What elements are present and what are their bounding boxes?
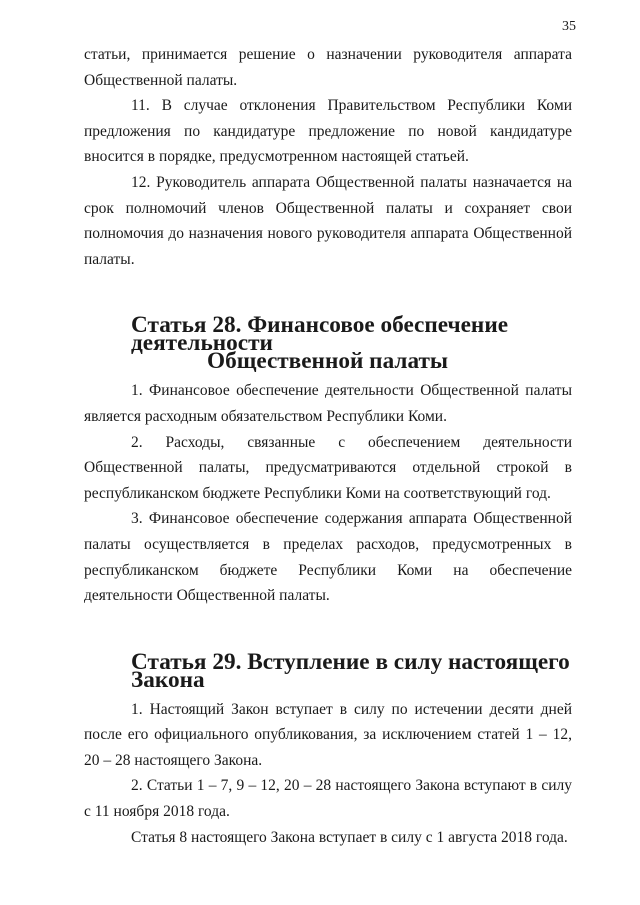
paragraph-11: 11. В случае отклонения Правительством Республики Коми предложения по кандидатуре предложение по новой кандидатуре вносится в порядке, предусмотренном настоящей статьей. (84, 97, 572, 166)
article-28-heading (84, 312, 572, 375)
article-28-paragraph-2: 2. Расходы, связанные с обеспечением деятельности Общественной палаты, предусматриваются отдельной строкой в республиканском бюджете Республики Коми на соответствующий год. (84, 433, 572, 502)
section-gap (84, 609, 572, 653)
paragraph-12: 12. Руководитель аппарата Общественной палаты назначается на срок полномочий членов Общественной палаты и сохраняет свои полномочия до назначения нового руководителя аппарата Общественной палаты. (84, 173, 572, 268)
article-28-paragraph-1: 1. Финансовое обеспечение деятельности Общественной палаты является расходным обязательством Республики Коми. (84, 382, 572, 425)
article-28-title-line2: Общественной палаты (207, 348, 449, 375)
article-29-paragraph-2: 2. Статьи 1 – 7, 9 – 12, 20 – 28 настоящего Закона вступают в силу с 11 ноября 2018 года. (84, 777, 572, 821)
article-29-paragraph-1: 1. Настоящий Закон вступает в силу по истечении десяти дней после его официального опубликования, за исключением статей 1 – 12, 20 – 28 настоящего Закона. (84, 700, 572, 769)
page-number: 35 (562, 19, 576, 34)
paragraph-continuation: статьи, принимается решение о назначении руководителя аппарата Общественной палаты. (84, 46, 572, 89)
article-29-paragraph-3: Статья 8 настоящего Закона вступает в силу с 1 августа 2018 года. (131, 828, 568, 846)
article-28-paragraph-3: 3. Финансовое обеспечение содержания аппарата Общественной палаты осуществляется в пределах расходов, предусмотренных в республиканском бюджете Республики Коми на обеспечение деятельности Общественной палаты. (84, 510, 572, 605)
section-gap (84, 272, 572, 316)
article-29-heading: Статья 29. Вступление в силу настоящего Закона (131, 648, 570, 693)
document-body (84, 42, 572, 850)
article-28-title-line1: Статья 28. Финансовое обеспечение деятельности (131, 312, 509, 357)
